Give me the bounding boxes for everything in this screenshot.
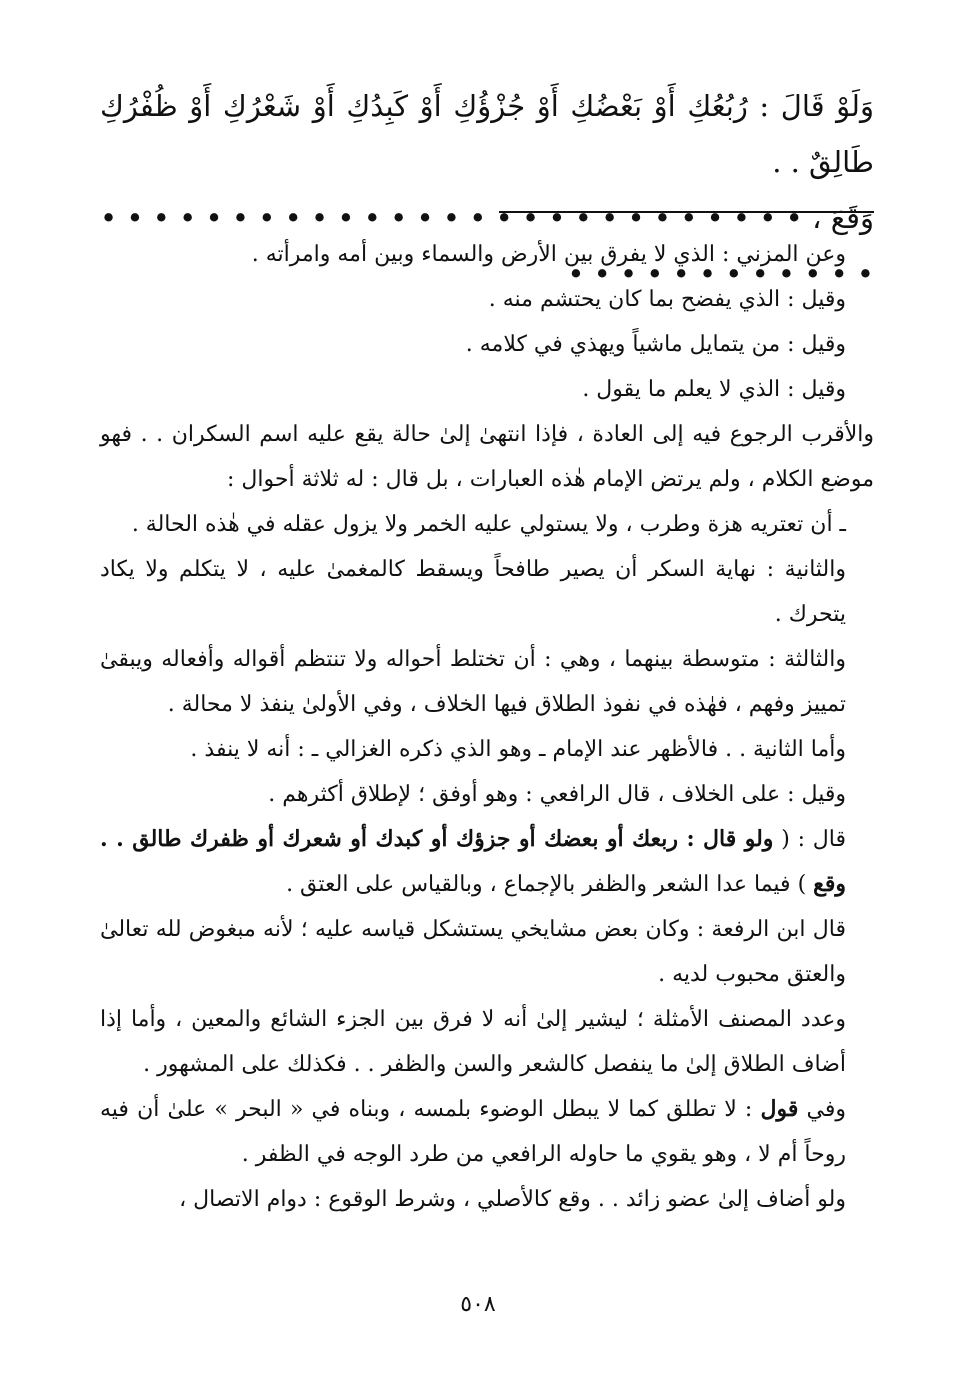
sharh-paragraph-9: وأما الثانية . . فالأظهر عند الإمام ـ وهو الذي ذكره الغزالي ـ : أنه لا ينفذ . (190, 737, 846, 762)
sharh-p11-suffix: ) فيما عدا الشعر والظفر بالإجماع ، وبالقياس على العتق . (286, 872, 814, 897)
sharh-paragraph-1: وعن المزني : الذي لا يفرق بين الأرض والسماء وبين أمه وامرأته . (251, 242, 846, 267)
sharh-text (100, 232, 874, 1222)
sharh-p11-matn-quote: ولو قال : ربعك أو بعضك أو جزؤك أو كبدك أو شعرك أو ظفرك طالق . . وقع (100, 826, 846, 897)
sharh-paragraph-11 (100, 817, 874, 907)
sharh-paragraph-5: والأقرب الرجوع فيه إلى العادة ، فإذا انتهىٰ إلىٰ حالة يقع عليه اسم السكران . . فهو موضع الكلام ، ولم يرتض الإمام هٰذه العبارات ، بل قال : له ثلاثة أحوال : (100, 422, 874, 492)
sharh-paragraph-12: قال ابن الرفعة : وكان بعض مشايخي يستشكل قياسه عليه ؛ لأنه مبغوض لله تعالىٰ والعتق محبوب لديه . (100, 917, 846, 987)
page-number: ٥٠٨ (460, 1292, 496, 1317)
sharh-paragraph-13: وعدد المصنف الأمثلة ؛ ليشير إلىٰ أنه لا فرق بين الجزء الشائع والمعين ، وأما إذا أضاف الطلاق إلىٰ ما ينفصل كالشعر والسن والظفر . . فكذلك على المشهور . (100, 1007, 846, 1077)
matn-line-1: وَلَوْ قَالَ : رُبُعُكِ أَوْ بَعْضُكِ أَوْ جُزْؤُكِ أَوْ كَبِدُكِ أَوْ شَعْرُكِ أَوْ ظُفْرُكِ طَالِقٌ . . (100, 89, 874, 179)
sharh-p14-prefix: وفي (798, 1097, 846, 1122)
sharh-paragraph-3: وقيل : من يتمايل ماشياً ويهذي في كلامه . (465, 332, 846, 357)
footnote-divider (499, 211, 874, 213)
sharh-paragraph-10: وقيل : على الخلاف ، قال الرافعي : وهو أوفق ؛ لإطلاق أكثرهم . (268, 782, 846, 807)
sharh-paragraph-8: والثالثة : متوسطة بينهما ، وهي : أن تختلط أحواله ولا تنتظم أقواله وأفعاله ويبقىٰ تمييز وفهم ، فهٰذه في نفوذ الطلاق فيها الخلاف ، وفي الأولىٰ ينفذ لا محالة . (100, 647, 846, 717)
sharh-paragraph-4: وقيل : الذي لا يعلم ما يقول . (582, 377, 846, 402)
sharh-p11-prefix: قال : ( (773, 827, 846, 852)
sharh-paragraph-2: وقيل : الذي يفضح بما كان يحتشم منه . (488, 287, 846, 312)
sharh-p14-suffix: : لا تطلق كما لا يبطل الوضوء بلمسه ، وبناه في « البحر » علىٰ أن فيه روحاً أم لا ، وهو يقوي ما حاوله الرافعي من طرد الوجه في الظفر . (100, 1097, 846, 1167)
matn-dots: • • • • • • • • • • • • • • • • • • • • • • • • • • • • • • • • • • • • • • • (100, 201, 874, 291)
sharh-p14-matn-quote: قول (760, 1096, 799, 1122)
sharh-paragraph-7: والثانية : نهاية السكر أن يصير طافحاً ويسقط كالمغمىٰ عليه ، لا يتكلم ولا يكاد يتحرك . (100, 557, 846, 627)
sharh-paragraph-6: ـ أن تعتريه هزة وطرب ، ولا يستولي عليه الخمر ولا يزول عقله في هٰذه الحالة . (131, 512, 846, 537)
sharh-paragraph-15: ولو أضاف إلىٰ عضو زائد . . وقع كالأصلي ، وشرط الوقوع : دوام الاتصال ، (179, 1187, 846, 1212)
sharh-paragraph-14 (100, 1087, 874, 1177)
matn-line-2-word: وَقَعَ ، (812, 201, 875, 235)
